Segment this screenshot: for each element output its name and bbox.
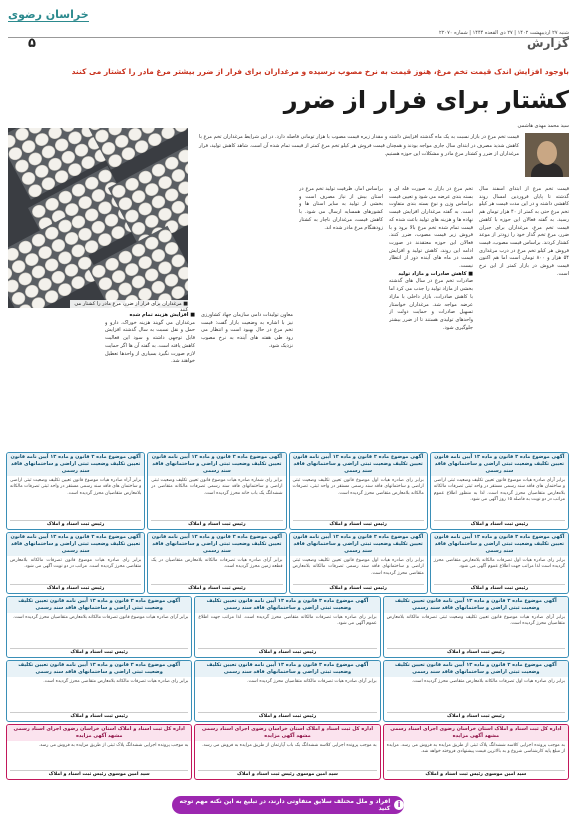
ad-box <box>6 532 145 594</box>
ad-heading: آگهی موضوع ماده ۳ قانون و ماده ۱۳ آیین نامه قانون تعیین تکلیف وضعیت ثبتی اراضی و ساختمانهای فاقد سند رسمی <box>148 453 285 476</box>
ad-heading: آگهی موضوع ماده ۳ قانون و ماده ۱۳ آیین نامه قانون تعیین تکلیف وضعیت ثبتی اراضی و ساختمانهای فاقد سند رسمی <box>431 533 568 556</box>
ad-heading: آگهی موضوع ماده ۳ قانون و ماده ۱۳ آیین نامه قانون تعیین تکلیف وضعیت ثبتی اراضی و ساختمانهای فاقد سند رسمی <box>384 661 568 677</box>
article-column-5: ■ افزایش هزینه تمام شده مرغداران می گویند هزینه خوراک، دارو و حمل و نقل نسبت به سال گذشته افزایش قابل توجهی داشته و سود این فعالیت کاهش یافته است. به گفته آن ها اگر حمایت لازم صورت نگیرد بسیاری از واحدها تعطیل خواهند شد. <box>105 312 195 365</box>
ad-heading: آگهی موضوع ماده ۳ قانون و ماده ۱۳ آیین نامه قانون تعیین تکلیف وضعیت ثبتی اراضی و ساختمانهای فاقد سند رسمی <box>148 533 285 556</box>
ad-box <box>147 452 286 530</box>
kicker-text: باوجود افزایش اندک قیمت تخم مرغ، هنوز قیمت به نرخ مصوب نرسیده و مرغداران برای فرار از ضرر بیشتر مرغ مادر را کشتار می کنند <box>71 67 569 76</box>
ad-body: برابر آرای صادره هیات تصرفات مالکانه متقاضیان محرز گردیده است. <box>247 679 377 684</box>
article-column-2: تخم مرغ در بازار به صورت فله ای و بسته بندی عرضه می شود و تعیین قیمت براساس وزن و نوع بسته بندی متفاوت است. به گفته مرغداران افزایش قیمت نهاده ها و هزینه های تولید باعث شده که قیمت تمام شده تخم مرغ بالا برود و با فروش زیر قیمت مصوب، ضرر کنند. فعالان این حوزه معتقدند در صورت ادامه این روند، کاهش تولید و افزایش قیمت در ماه های آینده دور از انتظار نیست. ■ کاهش صادرات و مازاد تولید صادرات تخم مرغ در سال های گذشته بخشی از مازاد تولید را جذب می کرد اما با کاهش صادرات، بازار داخلی با مازاد عرضه مواجه شد. مرغداران خواستار تسهیل صادرات و حمایت دولت از واحدهای تولیدی هستند تا از ضرر بیشتر جلوگیری شود. <box>389 186 473 331</box>
ad-body: به موجب پرونده اجرایی کلاسه ششدانگ پلاک ثبتی از طریق مزایده به فروش می رسد. مزایده از مبلغ پایه کارشناسی شروع و به بالاترین قیمت پیشنهادی فروخته خواهد شد. <box>386 743 565 755</box>
article-title: کشتار برای فرار از ضرر <box>283 86 569 114</box>
ad-body: برابر رای صادره هیات اول موضوع قانون تعیین تکلیف وضعیت ثبتی اراضی و ساختمانهای فاقد سند رسمی مستقر در واحد ثبتی، تصرفات مالکانه بلامعارض متقاضی محرز گردیده است. <box>292 478 424 496</box>
section-label: گزارش <box>526 36 569 50</box>
newspaper-logo[interactable]: خراسان رضوی <box>8 8 89 21</box>
ad-signature: رئیس ثبت اسناد و املاک <box>10 712 188 719</box>
ad-body: برابر رای صادره هیات اول موضوع قانون تعیین تکلیف وضعیت ثبتی اراضی و ساختمانهای فاقد سند رسمی تصرفات مالکانه بلامعارض متقاضی محرز گردیده است. <box>292 558 424 576</box>
ad-heading: اداره کل ثبت اسناد و املاک استان خراسان رضوی اجرای اسناد رسمی مشهد آگهی مزایده <box>7 725 191 741</box>
article-column-1: قیمت تخم مرغ از ابتدای اسفند سال گذشته تا پایان فروردین امسال روند کاهشی داشته و در این مدت قیمت هر کیلو تخم مرغ حتی به کمتر از ۴۰ هزار تومان هم رسید. به گفته فعالان این حوزه با کاهش قیمت تخم مرغ، مرغداران برای جبران ضرر، مرغ تخم گذار خود را زودتر از موعد کشتار کردند. براساس قیمت مصوب، قیمت فروش هر کیلو تخم مرغ در درب مرغداری ۵۴ هزار و ۸۰۰ تومان است اما هم اکنون قیمت فروش در بازار کمتر از این نرخ است. <box>479 186 569 277</box>
ad-body: برابر رای صادره هیات تصرفات مالکانه بلامعارض متقاضی محرز گردیده است. <box>43 679 189 684</box>
photo-caption: ■ مرغداران برای فرار از ضرر، مرغ مادر را کشتار می کنند <box>70 300 190 314</box>
ad-signature: رئیس ثبت اسناد و املاک <box>10 520 141 527</box>
ad-signature: رئیس ثبت اسناد و املاک <box>434 584 565 591</box>
ad-heading: آگهی موضوع ماده ۳ قانون و ماده ۱۳ آیین نامه قانون تعیین تکلیف وضعیت ثبتی اراضی و ساختمانهای فاقد سند رسمی <box>290 453 427 476</box>
ad-signature: رئیس ثبت اسناد و املاک <box>293 584 424 591</box>
ad-heading: آگهی موضوع ماده ۳ قانون و ماده ۱۳ آیین نامه قانون تعیین تکلیف وضعیت ثبتی اراضی و ساختمانهای فاقد سند رسمی <box>7 597 191 613</box>
ad-body: برابر رای صادره هیات اول تصرفات مالکانه بلامعارض متقاضی محرز گردیده است. <box>411 679 565 684</box>
ad-box <box>194 596 380 658</box>
ad-heading: آگهی موضوع ماده ۳ قانون و ماده ۱۳ آیین نامه قانون تعیین تکلیف وضعیت ثبتی اراضی و ساختمانهای فاقد سند رسمی <box>195 661 379 677</box>
ad-box <box>147 532 286 594</box>
ad-box <box>6 452 145 530</box>
ad-body: برابر آرای صادره هیات موضوع قانون تعیین تکلیف وضعیت ثبتی تصرفات مالکانه بلامعارض متقاضیان محرز گردیده است. <box>386 615 565 627</box>
ad-body: برابر رای صادره هیات اول تصرفات مالکانه بلامعارض متقاضی محرز گردیده است لذا مراتب جهت اطلاع عموم آگهی می شود. <box>433 558 565 570</box>
ad-signature: رئیس ثبت اسناد و املاک <box>10 648 188 655</box>
ad-box <box>6 724 192 780</box>
ad-heading: آگهی موضوع ماده ۳ قانون و ماده ۱۳ آیین نامه قانون تعیین تکلیف وضعیت ثبتی اراضی و ساختمانهای فاقد سند رسمی <box>290 533 427 556</box>
ad-signature: رئیس ثبت اسناد و املاک <box>434 520 565 527</box>
ad-box <box>430 452 569 530</box>
ad-body: برابر رای صادره هیات تصرفات مالکانه متقاضی محرز گردیده است. لذا مراتب جهت اطلاع عموم آگهی می شود. <box>198 615 377 627</box>
ad-box <box>194 724 380 780</box>
ad-body: برابر آراء صادره هیات موضوع قانون تعیین تکلیف وضعیت ثبتی اراضی و ساختمان های فاقد سند رسمی مستقر در واحد ثبتی تصرفات مالکانه بلامعارض متقاضیان محرز گردیده است. <box>10 478 142 496</box>
ad-signature: سید امین موسوی رئیس ثبت اسناد و املاک <box>10 770 188 777</box>
ad-box <box>383 596 569 658</box>
ad-body: برابر آرای صادره هیات موضوع قانون تصرفات مالکانه بلامعارض متقاضیان محرز گردیده است. <box>12 615 189 620</box>
article-kicker <box>8 67 569 76</box>
ad-signature: رئیس ثبت اسناد و املاک <box>293 520 424 527</box>
ad-banner[interactable] <box>172 796 404 814</box>
article-author: سید محمد مهدی هاشمی <box>517 123 569 129</box>
info-icon: i <box>394 800 404 810</box>
date-line: شنبه ۲۷ اردیبهشت ۱۴۰۲ | ۲۷ ذی القعده ۱۴۴۴ | شماره ۲۲۰۷۰ <box>8 30 569 38</box>
ad-body: برابر رای شماره صادره هیات موضوع قانون تعیین تکلیف وضعیت ثبتی اراضی و ساختمانهای فاقد سند رسمی تصرفات مالکانه متقاضی در ششدانگ یک باب خانه محرز گردیده است. <box>151 478 283 496</box>
ad-box <box>6 596 192 658</box>
eggs-photo <box>8 128 188 308</box>
page-header <box>8 6 569 50</box>
ad-signature: سید امین موسوی رئیس ثبت اسناد و املاک <box>198 770 376 777</box>
ad-signature: سید امین موسوی رئیس ثبت اسناد و املاک <box>387 770 565 777</box>
ad-body: به موجب پرونده اجرایی ششدانگ پلاک ثبتی از طریق مزایده به فروش می رسد. <box>38 743 189 748</box>
ad-heading: آگهی موضوع ماده ۳ قانون و ماده ۱۳ آیین نامه قانون تعیین تکلیف وضعیت ثبتی اراضی و ساختمانهای فاقد سند رسمی <box>7 453 144 476</box>
ad-signature: رئیس ثبت اسناد و املاک <box>387 712 565 719</box>
ad-heading: آگهی موضوع ماده ۳ قانون و ماده ۱۳ آیین نامه قانون تعیین تکلیف وضعیت ثبتی اراضی و ساختمانهای فاقد سند رسمی <box>7 661 191 677</box>
ad-signature: رئیس ثبت اسناد و املاک <box>198 712 376 719</box>
article-lead: قیمت تخم مرغ در بازار نسبت به یک ماه گذشته افزایش داشته و مقدار زیره قیمت مصوب با هزار تومانی فاصله دارد. در این شرایط مرغداران تخم مرغ با کاهش شدید مصرف در ابتدای سال جاری مواجه بودند و همچنان قیمت فروش هر کیلو تخم مرغ کمتر از قیمت تمام شده آن است. شاهد کاهش تولید، فرار مرغداران از ضرر و کشتار مرغ مادر و مشکلات این حوزه هستیم. <box>199 134 519 157</box>
ad-signature: رئیس ثبت اسناد و املاک <box>10 584 141 591</box>
ad-box <box>383 660 569 722</box>
ad-heading: اداره کل ثبت اسناد و املاک استان خراسان رضوی اجرای اسناد رسمی مشهد آگهی مزایده <box>384 725 568 741</box>
ad-body: برابر آرای صادره هیات موضوع قانون تعیین تکلیف وضعیت ثبتی اراضی و ساختمان های فاقد سند رسمی مستقر در واحد ثبتی تصرفات مالکانه بلامعارض متقاضیان محرز گردیده است. لذا به منظور اطلاع عموم مراتب در دو نوبت به فاصله ۱۵ روز آگهی می شود. <box>433 478 565 502</box>
subhead-export: ■ کاهش صادرات و مازاد تولید <box>398 270 473 277</box>
classified-ads <box>8 452 569 790</box>
ad-heading: آگهی موضوع ماده ۳ قانون و ماده ۱۳ آیین نامه قانون تعیین تکلیف وضعیت ثبتی اراضی و ساختمانهای فاقد سند رسمی <box>431 453 568 476</box>
ad-signature: رئیس ثبت اسناد و املاک <box>198 648 376 655</box>
ad-box <box>194 660 380 722</box>
ad-box <box>383 724 569 780</box>
ad-signature: رئیس ثبت اسناد و املاک <box>387 648 565 655</box>
ad-heading: آگهی موضوع ماده ۳ قانون و ماده ۱۳ آیین نامه قانون تعیین تکلیف وضعیت ثبتی اراضی و ساختمانهای فاقد سند رسمی <box>7 533 144 556</box>
article-column-3: براساس آمار، ظرفیت تولید تخم مرغ در استان بیش از نیاز مصرف است و بخشی از تولید به سایر استان ها و کشورهای همسایه ارسال می شود. با کاهش قیمت، مرغداران ناچار به کشتار زودهنگام مرغ مادر شده اند. <box>299 186 383 231</box>
ad-box <box>289 452 428 530</box>
article-column-4: معاون تولیدات دامی سازمان جهاد کشاورزی نیز با اشاره به وضعیت بازار گفت: قیمت تخم مرغ در حال بهبود است و انتظار می رود طی هفته های آینده به نرخ مصوب نزدیک شود. <box>201 312 293 349</box>
ad-heading: اداره کل ثبت اسناد و املاک استان خراسان رضوی اجرای اسناد رسمی مشهد آگهی مزایده <box>195 725 379 741</box>
ad-box <box>6 660 192 722</box>
ad-box <box>289 532 428 594</box>
ad-box <box>430 532 569 594</box>
ad-body: به موجب پرونده اجرایی کلاسه ششدانگ یک باب آپارتمان از طریق مزایده به فروش می رسد. <box>202 743 377 748</box>
ad-heading: آگهی موضوع ماده ۳ قانون و ماده ۱۳ آیین نامه قانون تعیین تکلیف وضعیت ثبتی اراضی و ساختمانهای فاقد سند رسمی <box>195 597 379 613</box>
ad-signature: رئیس ثبت اسناد و املاک <box>151 584 282 591</box>
subhead-cost: ■ افزایش هزینه تمام شده <box>129 312 195 318</box>
ad-heading: آگهی موضوع ماده ۳ قانون و ماده ۱۳ آیین نامه قانون تعیین تکلیف وضعیت ثبتی اراضی و ساختمانهای فاقد سند رسمی <box>384 597 568 613</box>
banner-text: افراد و ملل مختلف سلایق متفاوتی دارند، در تبلیغ به این نکته مهم توجه کنید <box>179 798 391 812</box>
ad-body: برابر رای صادره هیات موضوع قانون تصرفات مالکانه بلامعارض متقاضی محرز گردیده است. مراتب در دو نوبت آگهی می شود. <box>10 558 142 570</box>
ad-body: برابر آرای صادره هیات تصرفات مالکانه بلامعارض متقاضیان در یک قطعه زمین محرز گردیده است. <box>151 558 283 570</box>
ad-signature: رئیس ثبت اسناد و املاک <box>151 520 282 527</box>
page-number: ۵ <box>28 36 36 51</box>
author-photo <box>525 133 569 177</box>
